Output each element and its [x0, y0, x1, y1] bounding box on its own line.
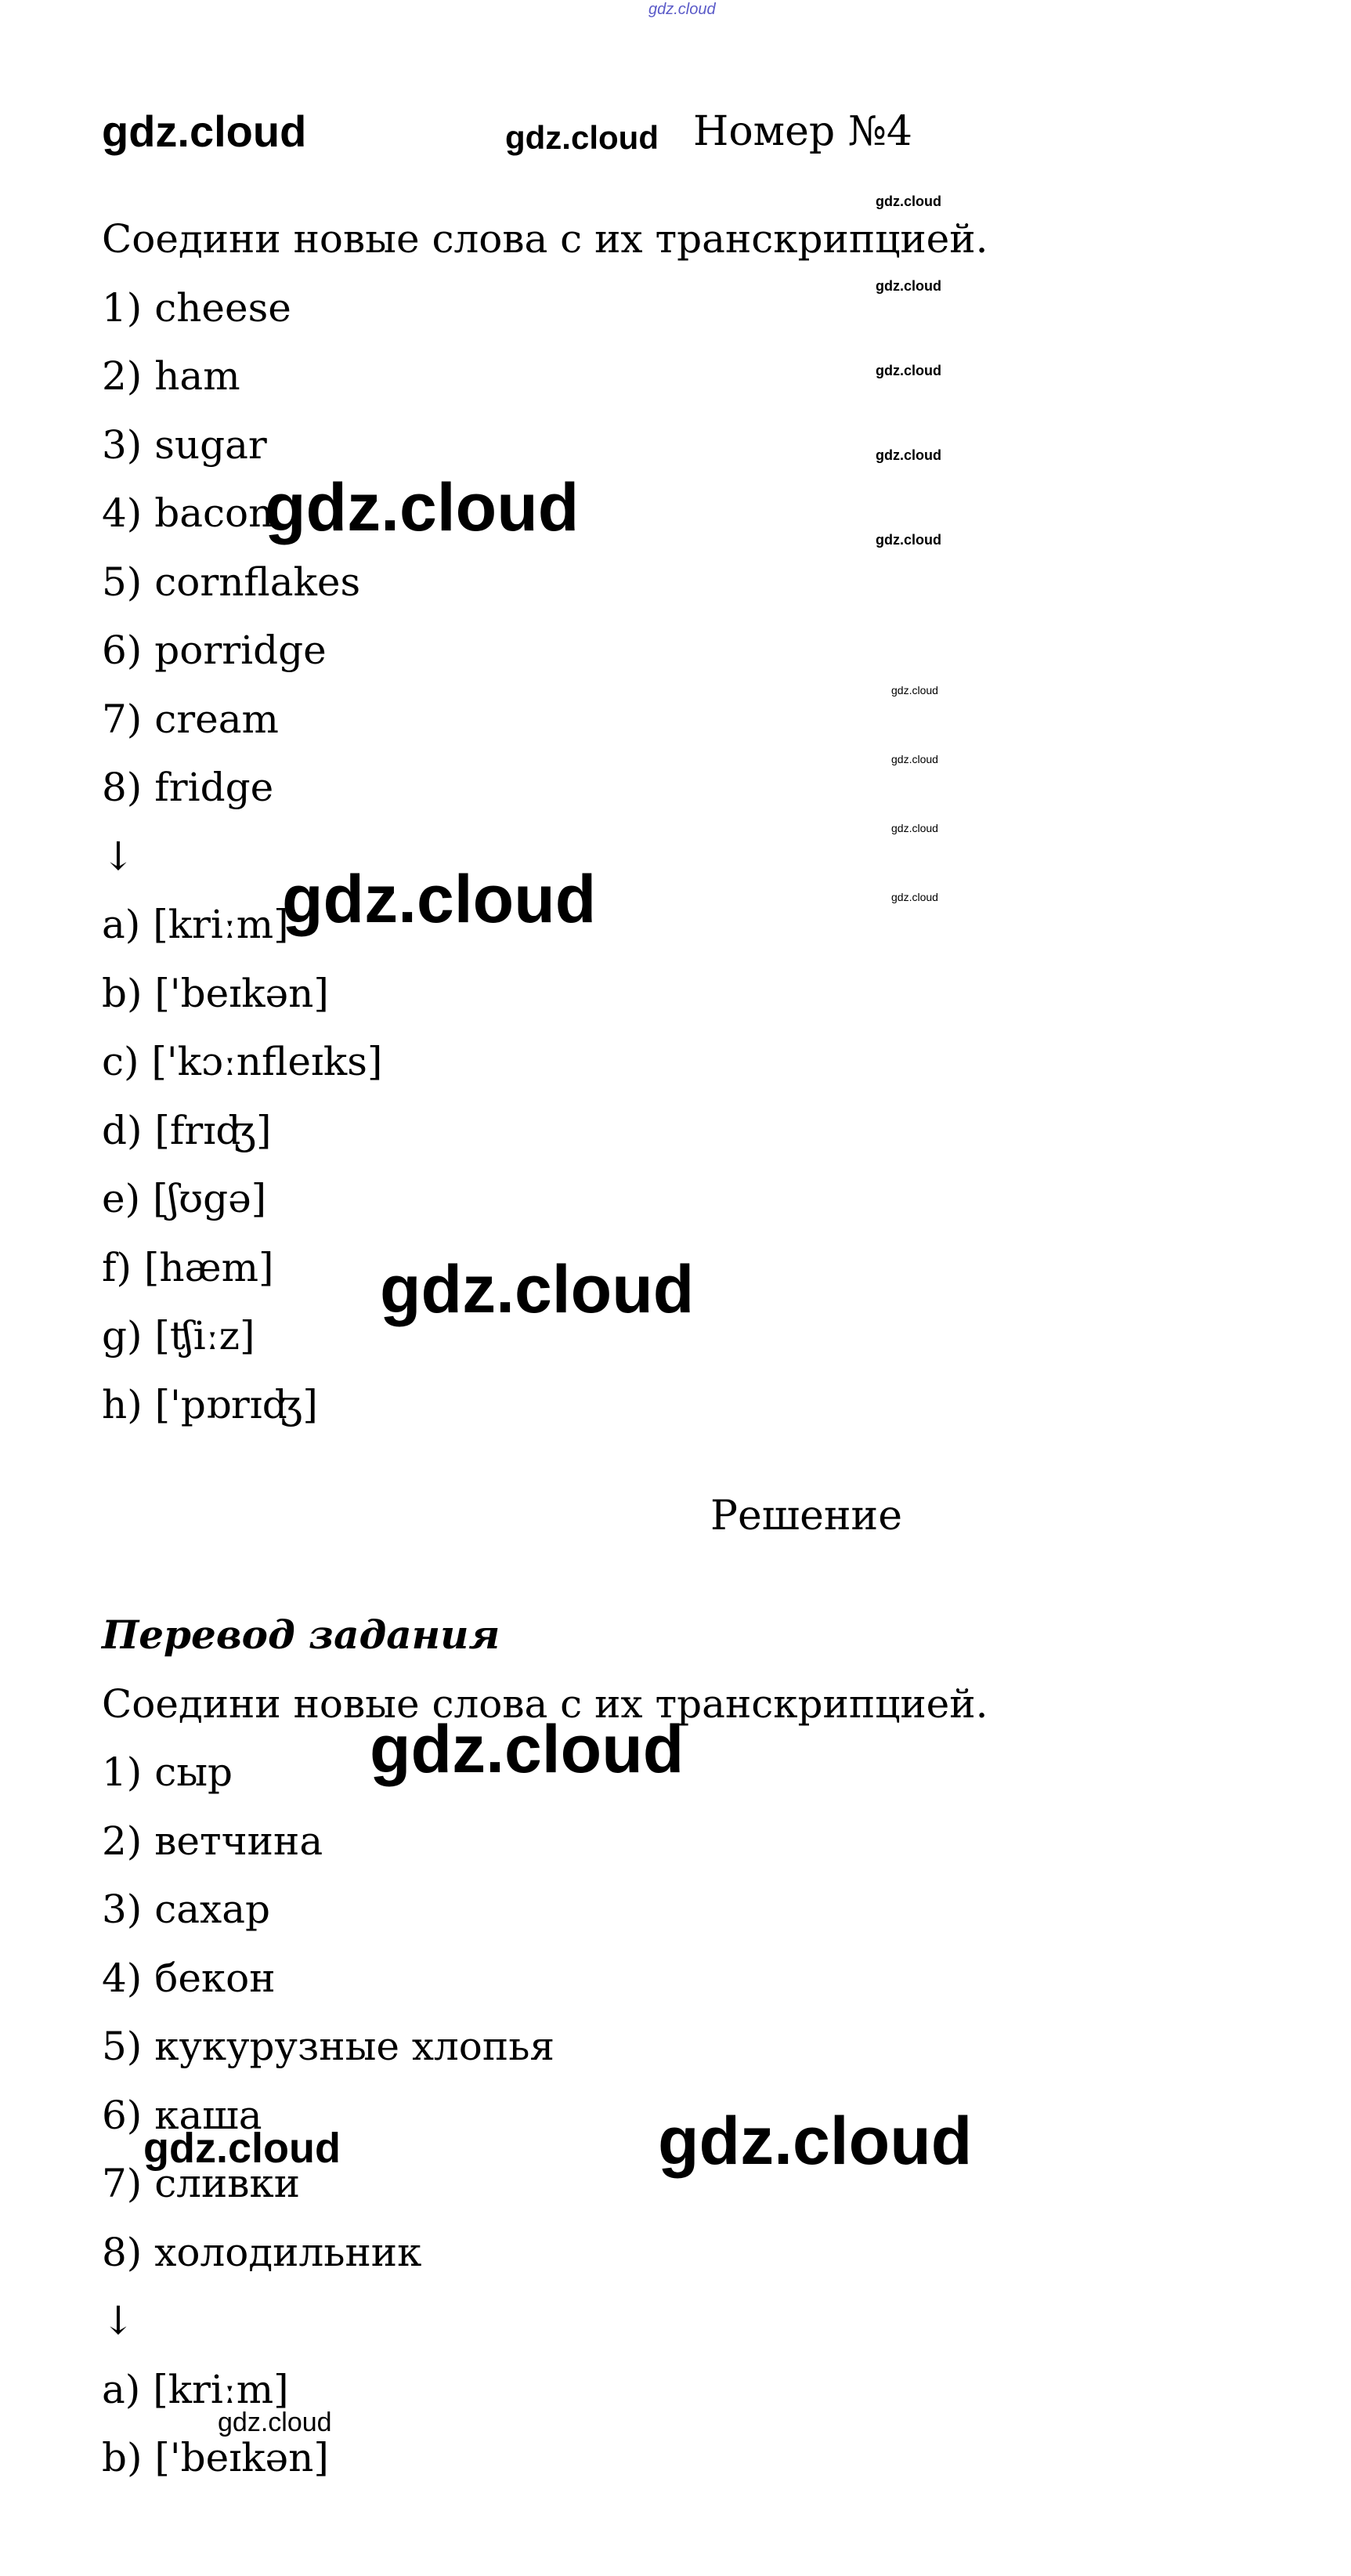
translated-word-item: 5) кукурузные хлопья	[102, 2024, 555, 2069]
watermark-small: gdz.cloud	[218, 2408, 332, 2437]
watermark-tiny: gdz.cloud	[891, 891, 938, 903]
word-item: 5) cornflakes	[102, 559, 361, 605]
watermark-large: gdz.cloud	[658, 2104, 973, 2179]
word-item: 7) cream	[102, 696, 279, 742]
watermark-tiny: gdz.cloud	[891, 822, 938, 834]
translation-instruction: Соедини новые слова с их транскрипцией.	[102, 1681, 988, 1727]
word-item: 3) sugar	[102, 422, 267, 468]
word-item: 2) ham	[102, 353, 240, 399]
down-arrow-icon: ↓	[102, 2298, 135, 2343]
translated-word-item: 1) сыр	[102, 1749, 233, 1795]
watermark-logo-center: gdz.cloud	[505, 119, 659, 156]
transcription-item: d) [frɪʤ]	[102, 1108, 272, 1153]
watermark-large: gdz.cloud	[282, 862, 597, 937]
watermark-large: gdz.cloud	[380, 1252, 695, 1327]
transcription-item: b) ['beɪkən]	[102, 971, 329, 1016]
watermark-small: gdz.cloud	[876, 278, 941, 294]
transcription-item: f) [hæm]	[102, 1245, 274, 1290]
translation-heading: Перевод задания	[102, 1612, 500, 1658]
translated-word-item: 2) ветчина	[102, 1818, 323, 1864]
transcription-item: a) [kriːm]	[102, 902, 289, 947]
task-instruction: Соедини новые слова с их транскрипцией.	[102, 216, 988, 262]
watermark-small: gdz.cloud	[876, 447, 941, 463]
watermark-large: gdz.cloud	[370, 1712, 685, 1787]
transcription-item: c) ['kɔːnfleɪks]	[102, 1039, 383, 1084]
transcription-item: g) [ʧiːz]	[102, 1313, 255, 1359]
word-item: 1) cheese	[102, 285, 291, 331]
translated-word-item: 7) сливки	[102, 2161, 301, 2206]
transcription-item: e) [ʃʊgə]	[102, 1176, 267, 1221]
watermark-large: gdz.cloud	[265, 470, 580, 545]
watermark-top: gdz.cloud	[648, 1, 716, 18]
transcription-item: h) ['pɒrɪʤ]	[102, 1382, 318, 1427]
page-title: Номер №4	[693, 108, 912, 155]
translated-word-item: 8) холодильник	[102, 2230, 422, 2275]
watermark-tiny: gdz.cloud	[891, 684, 938, 696]
watermark-small: gdz.cloud	[876, 363, 941, 378]
watermark-small: gdz.cloud	[876, 194, 941, 209]
down-arrow-icon: ↓	[102, 834, 135, 879]
watermark-logo-left: gdz.cloud	[102, 107, 307, 156]
translated-word-item: 3) сахар	[102, 1887, 271, 1932]
transcription-item: a) [kriːm]	[102, 2367, 289, 2412]
watermark-tiny: gdz.cloud	[891, 753, 938, 765]
watermark-medium: gdz.cloud	[143, 2125, 341, 2172]
solution-title: Решение	[710, 1492, 902, 1539]
translated-word-item: 4) бекон	[102, 1956, 276, 2001]
translated-word-item: 6) каша	[102, 2093, 262, 2138]
watermark-small: gdz.cloud	[876, 532, 941, 548]
transcription-item: b) ['beɪkən]	[102, 2435, 329, 2480]
word-item: 6) porridge	[102, 628, 327, 673]
word-item: 4) bacon	[102, 490, 274, 536]
word-item: 8) fridge	[102, 765, 274, 810]
